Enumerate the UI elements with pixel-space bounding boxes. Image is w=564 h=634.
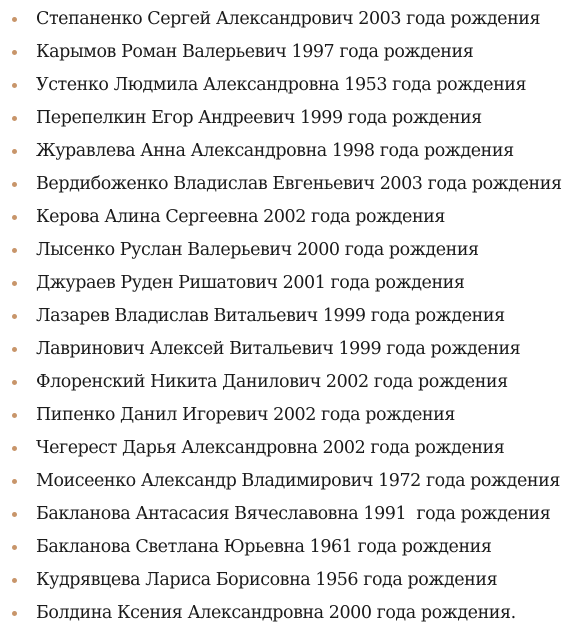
list-item-text: Лавринович Алексей Витальевич 1999 года рождения xyxy=(36,339,521,359)
bullet-icon xyxy=(12,116,17,121)
list-item xyxy=(0,267,564,300)
bullet-icon xyxy=(12,50,17,55)
list-item xyxy=(0,3,564,36)
list-item-text: Керова Алина Сергеевна 2002 года рождения xyxy=(36,207,445,227)
persons-list xyxy=(0,3,564,630)
list-item xyxy=(0,531,564,564)
bullet-icon xyxy=(12,149,17,154)
list-item-text: Болдина Ксения Александровна 2000 года рождения. xyxy=(36,603,516,623)
list-item-text: Флоренский Никита Данилович 2002 года рождения xyxy=(36,372,508,392)
list-item xyxy=(0,333,564,366)
list-item-text: Степаненко Сергей Александрович 2003 года рождения xyxy=(36,9,541,29)
bullet-icon xyxy=(12,512,17,517)
list-item-text: Вердибоженко Владислав Евгеньевич 2003 года рождения xyxy=(36,174,562,194)
list-item-text: Бакланова Антасасия Вячеславовна 1991 года рождения xyxy=(36,504,551,524)
list-item-text: Лазарев Владислав Витальевич 1999 года рождения xyxy=(36,306,505,326)
list-item-text: Журавлева Анна Александровна 1998 года рождения xyxy=(36,141,514,161)
list-item-text: Моисеенко Александр Владимирович 1972 года рождения xyxy=(36,471,560,491)
list-item xyxy=(0,366,564,399)
bullet-icon xyxy=(12,611,17,616)
list-item-text: Лысенко Руслан Валерьевич 2000 года рождения xyxy=(36,240,479,260)
list-item-text: Кудрявцева Лариса Борисовна 1956 года рождения xyxy=(36,570,498,590)
list-item xyxy=(0,465,564,498)
list-item-text: Устенко Людмила Александровна 1953 года рождения xyxy=(36,75,527,95)
list-item-text: Джураев Руден Ришатович 2001 года рождения xyxy=(36,273,465,293)
list-item xyxy=(0,300,564,333)
list-item xyxy=(0,36,564,69)
list-item xyxy=(0,498,564,531)
list-item-text: Пипенко Данил Игоревич 2002 года рождения xyxy=(36,405,455,425)
list-item-text: Бакланова Светлана Юрьевна 1961 года рождения xyxy=(36,537,492,557)
list-item-text: Карымов Роман Валерьевич 1997 года рождения xyxy=(36,42,474,62)
bullet-icon xyxy=(12,545,17,550)
bullet-icon xyxy=(12,182,17,187)
list-item xyxy=(0,564,564,597)
list-item xyxy=(0,234,564,267)
list-item-text: Перепелкин Егор Андреевич 1999 года рождения xyxy=(36,108,482,128)
bullet-icon xyxy=(12,413,17,418)
list-item xyxy=(0,201,564,234)
bullet-icon xyxy=(12,446,17,451)
bullet-icon xyxy=(12,83,17,88)
list-item xyxy=(0,135,564,168)
list-item xyxy=(0,399,564,432)
list-item xyxy=(0,69,564,102)
list-item-text: Чегерест Дарья Александровна 2002 года рождения xyxy=(36,438,505,458)
list-item xyxy=(0,597,564,630)
bullet-icon xyxy=(12,248,17,253)
list-item xyxy=(0,102,564,135)
list-item xyxy=(0,432,564,465)
bullet-icon xyxy=(12,281,17,286)
bullet-icon xyxy=(12,479,17,484)
bullet-icon xyxy=(12,17,17,22)
list-item xyxy=(0,168,564,201)
bullet-icon xyxy=(12,380,17,385)
bullet-icon xyxy=(12,578,17,583)
bullet-icon xyxy=(12,314,17,319)
bullet-icon xyxy=(12,215,17,220)
bullet-icon xyxy=(12,347,17,352)
